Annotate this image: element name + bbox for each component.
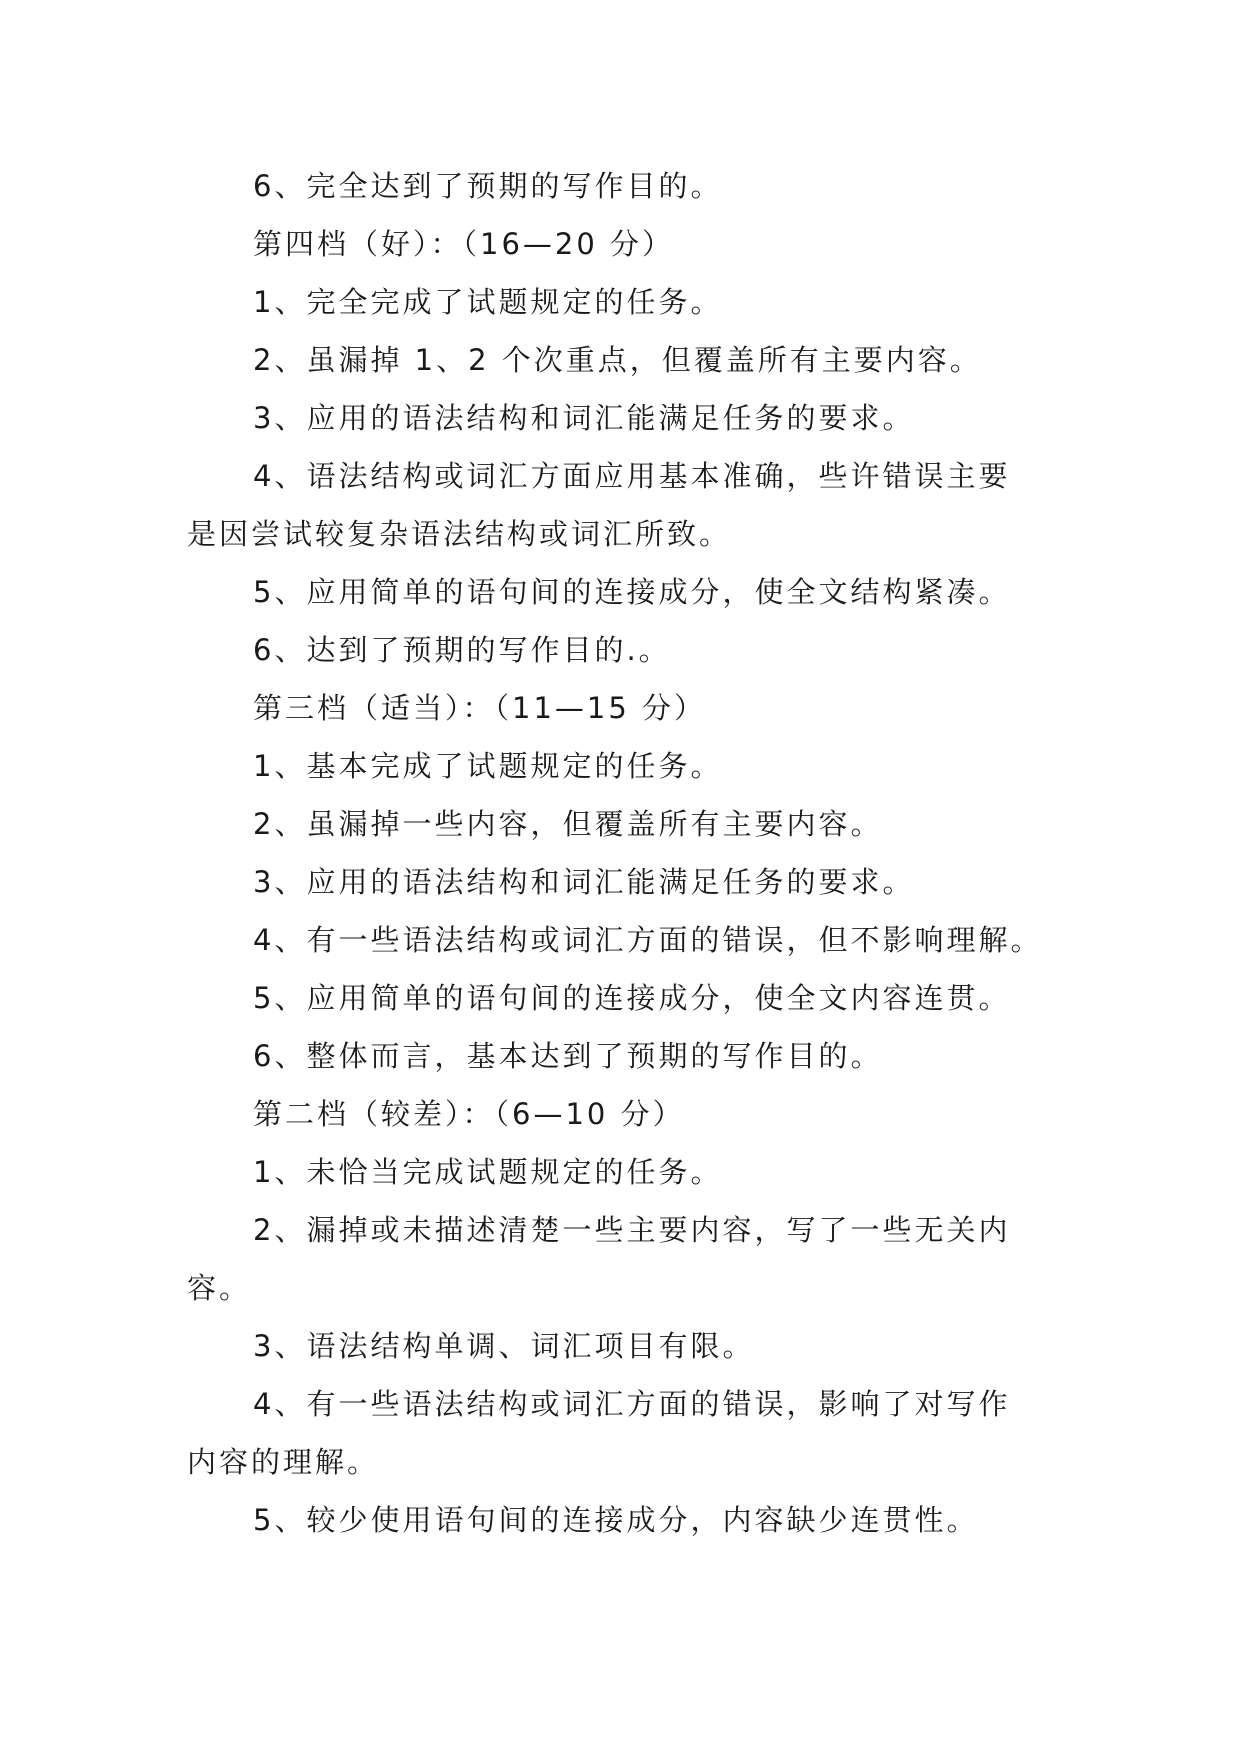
criterion-line: 1、未恰当完成试题规定的任务。 <box>253 1155 723 1189</box>
criterion-line: 6、完全达到了预期的写作目的。 <box>253 169 723 203</box>
criterion-line: 6、达到了预期的写作目的.。 <box>253 633 671 667</box>
criterion-line: 4、语法结构或词汇方面应用基本准确，些许错误主要 <box>253 459 1011 493</box>
criterion-line: 4、有一些语法结构或词汇方面的错误，但不影响理解。 <box>253 923 1043 957</box>
criterion-line: 6、整体而言，基本达到了预期的写作目的。 <box>253 1039 883 1073</box>
criterion-line: 2、虽漏掉一些内容，但覆盖所有主要内容。 <box>253 807 883 841</box>
grade-heading: 第四档（好）：（16—20 分） <box>253 227 675 261</box>
criterion-line-continuation: 容。 <box>187 1271 252 1305</box>
criterion-line: 2、虽漏掉 1、2 个次重点，但覆盖所有主要内容。 <box>253 343 982 377</box>
grade-heading: 第二档（较差）：（6—10 分） <box>253 1097 685 1131</box>
criterion-line: 1、完全完成了试题规定的任务。 <box>253 285 723 319</box>
criterion-line: 3、应用的语法结构和词汇能满足任务的要求。 <box>253 401 915 435</box>
criterion-line-continuation: 内容的理解。 <box>187 1445 380 1479</box>
criterion-line: 4、有一些语法结构或词汇方面的错误，影响了对写作 <box>253 1387 1011 1421</box>
criterion-line: 3、语法结构单调、词汇项目有限。 <box>253 1329 755 1363</box>
criterion-line: 2、漏掉或未描述清楚一些主要内容，写了一些无关内 <box>253 1213 1011 1247</box>
criterion-line-continuation: 是因尝试较复杂语法结构或词汇所致。 <box>187 517 732 551</box>
criterion-line: 1、基本完成了试题规定的任务。 <box>253 749 723 783</box>
criterion-line: 5、应用简单的语句间的连接成分，使全文结构紧凑。 <box>253 575 1011 609</box>
criterion-line: 5、应用简单的语句间的连接成分，使全文内容连贯。 <box>253 981 1011 1015</box>
criterion-line: 5、较少使用语句间的连接成分，内容缺少连贯性。 <box>253 1503 979 1537</box>
criterion-line: 3、应用的语法结构和词汇能满足任务的要求。 <box>253 865 915 899</box>
grade-heading: 第三档（适当）：（11—15 分） <box>253 691 707 725</box>
